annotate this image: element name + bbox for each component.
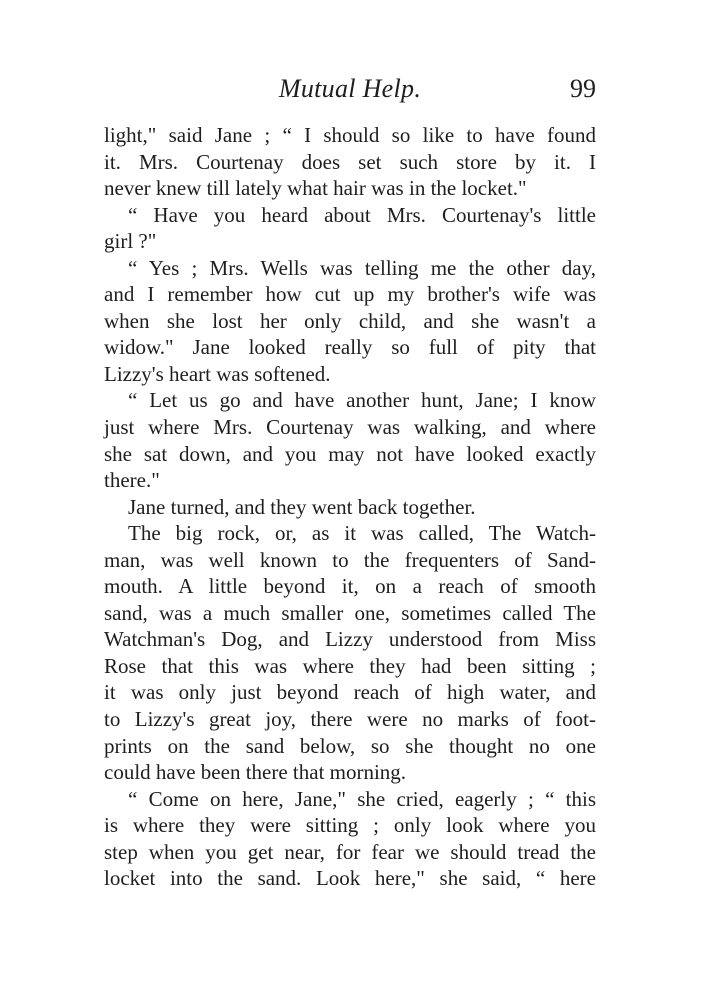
text-line: Lizzy's heart was softened. (104, 361, 331, 386)
text-line: step when you get near, for fear we should tread the (104, 839, 596, 864)
text-line: could have been there that morning. (104, 760, 407, 785)
text-line: “ Yes ; Mrs. Wells was telling me the other day, (128, 255, 596, 280)
text-line: widow." Jane looked really so full of pity that (104, 335, 596, 360)
text-line: she sat down, and you may not have looked exactly (104, 441, 596, 466)
text-line: is where they were sitting ; only look where you (104, 813, 596, 838)
text-line: and I remember how cut up my brother's wife was (104, 282, 596, 307)
text-line: man, was well known to the frequenters of Sand- (104, 547, 596, 572)
text-line: locket into the sand. Look here," she said, “ here (104, 866, 596, 891)
text-line: there." (104, 468, 160, 493)
running-head (104, 74, 596, 114)
body-text (104, 122, 596, 892)
text-line: prints on the sand below, so she thought no one (104, 733, 596, 758)
text-line: it was only just beyond reach of high water, and (104, 680, 596, 705)
page-number: 99 (570, 74, 596, 103)
text-line: when she lost her only child, and she wasn't a (104, 308, 596, 333)
text-line: sand, was a much smaller one, sometimes called The (104, 600, 596, 625)
text-line: never knew till lately what hair was in the locket." (104, 176, 527, 201)
text-line: Rose that this was where they had been sitting ; (104, 653, 596, 678)
text-line: just where Mrs. Courtenay was walking, and where (104, 415, 596, 440)
text-line: girl ?" (104, 229, 157, 254)
text-line: Watchman's Dog, and Lizzy understood from Miss (104, 627, 596, 652)
text-line: “ Have you heard about Mrs. Courtenay's little (128, 202, 596, 227)
text-line: to Lizzy's great joy, there were no marks of foot- (104, 707, 596, 732)
text-line: “ Let us go and have another hunt, Jane; I know (128, 388, 596, 413)
text-line: The big rock, or, as it was called, The Watch- (128, 521, 596, 546)
text-line: it. Mrs. Courtenay does set such store by it. I (104, 149, 596, 174)
text-line: light," said Jane ; “ I should so like to have found (104, 123, 596, 147)
running-title: Mutual Help. (278, 74, 422, 103)
text-line: “ Come on here, Jane," she cried, eagerly ; “ this (128, 786, 596, 811)
text-line: mouth. A little beyond it, on a reach of smooth (104, 574, 596, 599)
text-line: Jane turned, and they went back together. (128, 494, 476, 519)
